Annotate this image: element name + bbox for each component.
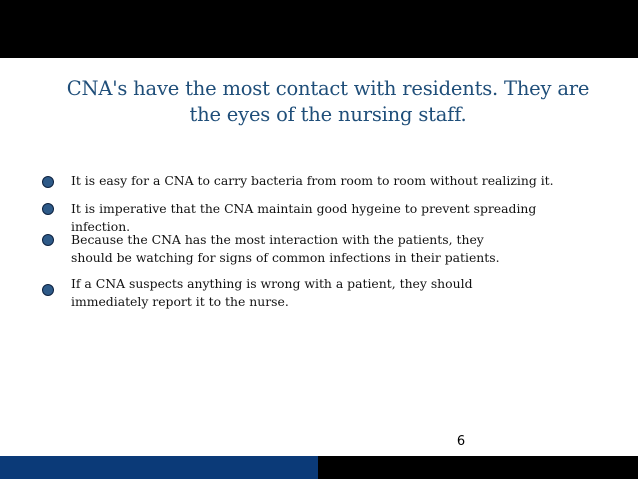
bullet-text: If a CNA suspects anything is wrong with a patient, they should immediately report it to the nurse. xyxy=(71,276,473,309)
bullet-dot-icon xyxy=(42,234,54,246)
bullet-dot-icon xyxy=(42,203,54,215)
header-bar xyxy=(0,0,638,58)
slide-title: CNA's have the most contact with residents. They are the eyes of the nursing staff. xyxy=(66,77,590,126)
bullet-text: It is easy for a CNA to carry bacteria from room to room without realizing it. xyxy=(71,173,554,188)
footer-accent-bar xyxy=(0,456,318,479)
bullet-dot-icon xyxy=(42,176,54,188)
bullet-dot-icon xyxy=(42,284,54,296)
bullet-text: Because the CNA has the most interaction with the patients, they should be watching for signs of common infections in their patients. xyxy=(71,232,500,265)
page-number: 6 xyxy=(456,434,466,449)
bullet-text: It is imperative that the CNA maintain good hygeine to prevent spreading infection. xyxy=(71,201,537,234)
